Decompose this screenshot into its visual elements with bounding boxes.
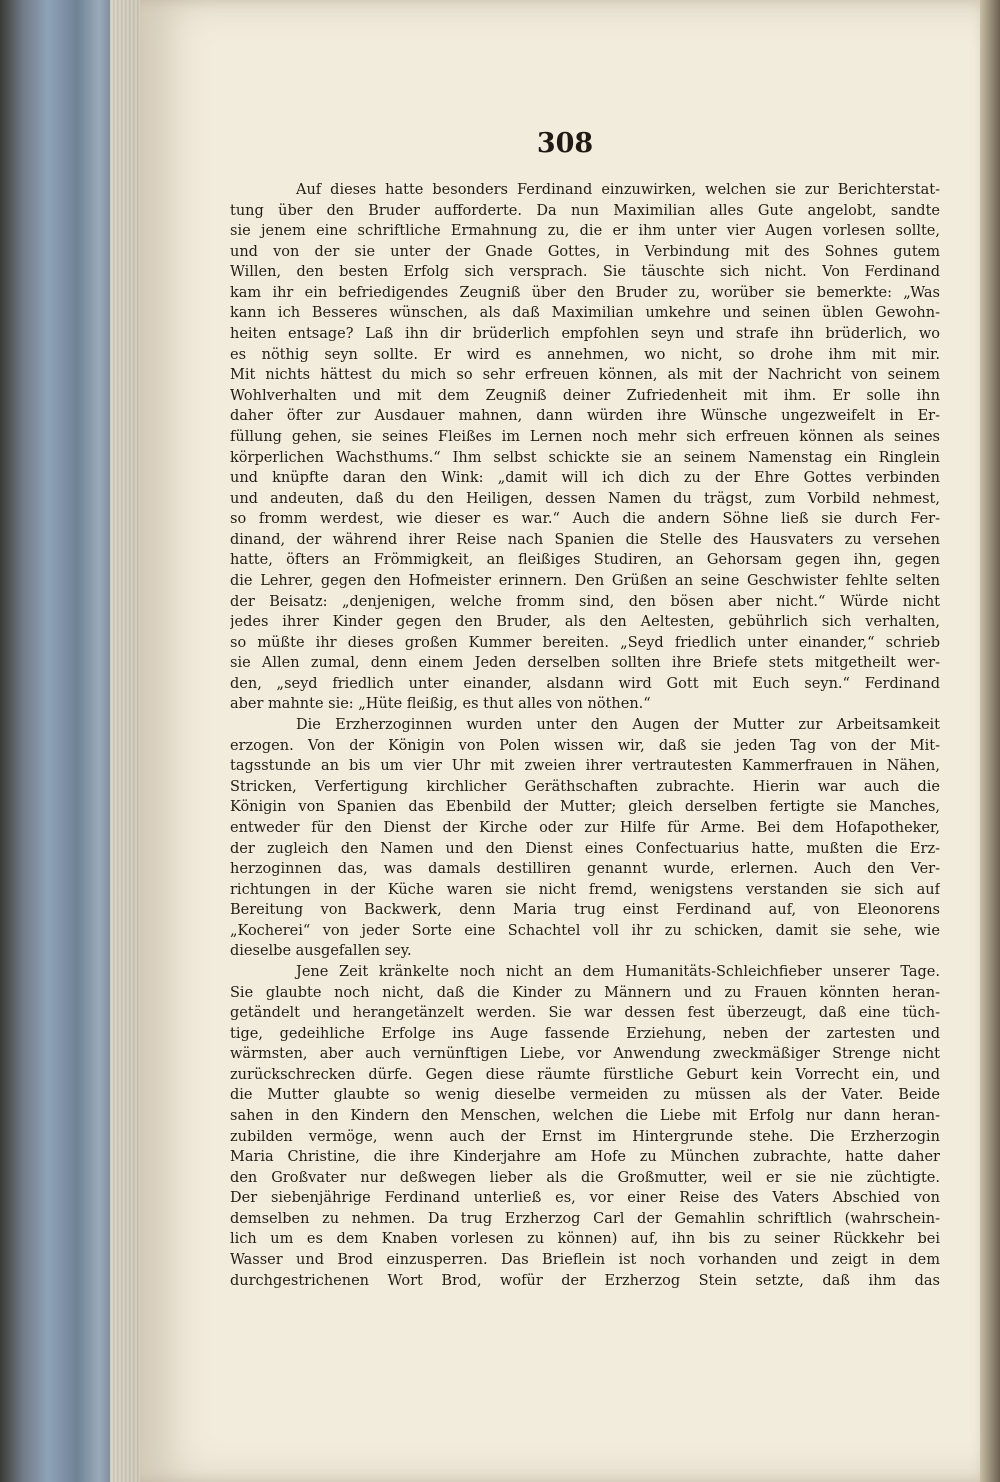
body-text bbox=[230, 180, 940, 1291]
text-line: erzogen. Von der Königin von Polen wissen wir, daß sie jeden Tag von der Mit- bbox=[230, 737, 940, 754]
text-line: sahen in den Kindern den Menschen, welchen die Liebe mit Erfolg nur dann heran- bbox=[230, 1108, 940, 1125]
text-line: und von der sie unter der Gnade Gottes, in Verbindung mit des Sohnes gutem bbox=[230, 243, 940, 260]
text-line: hatte, öfters an Frömmigkeit, an fleißiges Studiren, an Gehorsam gegen ihn, gegen bbox=[230, 552, 940, 569]
text-line: so müßte ihr dieses großen Kummer bereiten. „Seyd friedlich unter einander,“ schrieb bbox=[230, 634, 940, 651]
text-line: Stricken, Verfertigung kirchlicher Geräthschaften zubrachte. Hierin war auch die bbox=[230, 778, 940, 795]
text-line: aber mahnte sie: „Hüte fleißig, es thut alles von nöthen.“ bbox=[230, 696, 651, 713]
text-line: Wohlverhalten und mit dem Zeugniß deiner Zufriedenheit mit ihm. Er solle ihn bbox=[230, 387, 940, 404]
page-number: 308 bbox=[536, 128, 594, 159]
text-line: Der siebenjährige Ferdinand unterließ es, vor einer Reise des Vaters Abschied von bbox=[230, 1190, 940, 1207]
text-line: und knüpfte daran den Wink: „damit will ich dich zu der Ehre Gottes verbinden bbox=[230, 470, 940, 487]
text-line: sie Allen zumal, denn einem Jeden derselben sollten ihre Briefe stets mitgetheilt wer- bbox=[230, 655, 940, 672]
text-line: Königin von Spanien das Ebenbild der Mutter; gleich derselben fertigte sie Manches, bbox=[230, 799, 940, 816]
text-line: richtungen in der Küche waren sie nicht fremd, wenigstens verstanden sie sich auf bbox=[230, 881, 940, 898]
book-page bbox=[140, 0, 990, 1482]
text-line: demselben zu nehmen. Da trug Erzherzog Carl der Gemahlin schriftlich (wahrschein- bbox=[230, 1210, 940, 1227]
text-line: entweder für den Dienst der Kirche oder zur Hilfe für Arme. Bei dem Hofapotheker, bbox=[230, 819, 940, 836]
text-line: wärmsten, aber auch vernünftigen Liebe, vor Anwendung zweckmäßiger Strenge nicht bbox=[230, 1046, 940, 1063]
text-line: daher öfter zur Ausdauer mahnen, dann würden ihre Wünsche ungezweifelt in Er- bbox=[230, 408, 940, 425]
text-line: die Mutter glaubte so wenig dieselbe vermeiden zu müssen als der Vater. Beide bbox=[230, 1087, 940, 1104]
text-line: der zugleich den Namen und den Dienst eines Confectuarius hatte, mußten die Erz- bbox=[230, 840, 940, 857]
text-line: Die Erzherzoginnen wurden unter den Augen der Mutter zur Arbeitsamkeit bbox=[296, 717, 940, 734]
text-line: körperlichen Wachsthums.“ Ihm selbst schickte sie an seinem Namenstag ein Ringlein bbox=[230, 449, 940, 466]
text-line: Sie glaubte noch nicht, daß die Kinder zu Männern und zu Frauen könnten heran- bbox=[230, 984, 940, 1001]
text-line: Maria Christine, die ihre Kinderjahre am Hofe zu München zubrachte, hatte daher bbox=[230, 1149, 940, 1166]
text-line: kam ihr ein befriedigendes Zeugniß über den Bruder zu, worüber sie bemerkte: „Was bbox=[230, 284, 940, 301]
text-line: durchgestrichenen Wort Brod, wofür der Erzherzog Stein setzte, daß ihm das bbox=[230, 1272, 940, 1289]
text-line: jedes ihrer Kinder gegen den Bruder, als den Aeltesten, gebührlich sich verhalten, bbox=[230, 614, 940, 631]
text-line: herzoginnen das, was damals destilliren genannt wurde, erlernen. Auch den Ver- bbox=[230, 861, 940, 878]
text-line: Mit nichts hättest du mich so sehr erfreuen können, als mit der Nachricht von seinem bbox=[230, 367, 940, 384]
facing-page-edge bbox=[980, 0, 1000, 1482]
text-line: den Großvater nur deßwegen lieber als die Großmutter, weil er sie nie züchtigte. bbox=[230, 1169, 940, 1186]
text-line: lich um es dem Knaben vorlesen zu können) auf, ihn bis zu seiner Rückkehr bei bbox=[230, 1231, 940, 1248]
text-line: sie jenem eine schriftliche Ermahnung zu, die er ihm unter vier Augen vorlesen sollte, bbox=[230, 223, 940, 240]
text-line: Willen, den besten Erfolg sich versprach. Sie täuschte sich nicht. Von Ferdinand bbox=[230, 264, 940, 281]
text-line: die Lehrer, gegen den Hofmeister erinnern. Den Grüßen an seine Geschwister fehlte selten bbox=[230, 572, 940, 589]
text-line: „Kocherei“ von jeder Sorte eine Schachtel voll ihr zu schicken, damit sie sehe, wie bbox=[230, 922, 940, 939]
text-line: so fromm werdest, wie dieser es war.“ Auch die andern Söhne ließ sie durch Fer- bbox=[230, 511, 940, 528]
text-line: tagsstunde an bis um vier Uhr mit zweien ihrer vertrautesten Kammerfrauen in Nähen, bbox=[230, 758, 940, 775]
text-line: den, „seyd friedlich unter einander, alsdann wird Gott mit Euch seyn.“ Ferdinand bbox=[230, 675, 940, 692]
text-line: Bereitung von Backwerk, denn Maria trug einst Ferdinand auf, von Eleonorens bbox=[230, 902, 940, 919]
text-line: dieselbe ausgefallen sey. bbox=[230, 943, 412, 960]
text-line: Wasser und Brod einzusperren. Das Brieflein ist noch vorhanden und zeigt in dem bbox=[230, 1252, 940, 1269]
text-line: heiten entsage? Laß ihn dir brüderlich empfohlen seyn und strafe ihn brüderlich, wo bbox=[230, 326, 940, 343]
text-line: es nöthig seyn sollte. Er wird es annehmen, wo nicht, so drohe ihm mit mir. bbox=[230, 346, 940, 363]
text-line: tung über den Bruder aufforderte. Da nun Maximilian alles Gute angelobt, sandte bbox=[230, 202, 940, 219]
text-line: der Beisatz: „denjenigen, welche fromm sind, den bösen aber nicht.“ Würde nicht bbox=[230, 593, 940, 610]
text-line: zurückschrecken dürfe. Gegen diese räumte fürstliche Geburt kein Vorrecht ein, und bbox=[230, 1066, 940, 1083]
text-line: füllung gehen, sie seines Fleißes im Lernen noch mehr sich erfreuen können als seines bbox=[230, 428, 940, 445]
text-line: getändelt und herangetänzelt werden. Sie war dessen fest überzeugt, daß eine tüch- bbox=[230, 1005, 940, 1022]
text-line: tige, gedeihliche Erfolge ins Auge fassende Erziehung, neben der zartesten und bbox=[230, 1025, 940, 1042]
text-line: Jene Zeit kränkelte noch nicht an dem Humanitäts-Schleichfieber unserer Tage. bbox=[296, 963, 940, 980]
text-line: und andeuten, daß du den Heiligen, dessen Namen du trägst, zum Vorbild nehmest, bbox=[230, 490, 940, 507]
text-line: zubilden vermöge, wenn auch der Ernst im Hintergrunde stehe. Die Erzherzogin bbox=[230, 1128, 940, 1145]
text-line: dinand, der während ihrer Reise nach Spanien die Stelle des Hausvaters zu versehen bbox=[230, 531, 940, 548]
text-line: Auf dieses hatte besonders Ferdinand einzuwirken, welchen sie zur Berichterstat- bbox=[296, 182, 940, 198]
text-line: kann ich Besseres wünschen, als daß Maximilian umkehre und seinen üblen Gewohn- bbox=[230, 305, 940, 322]
